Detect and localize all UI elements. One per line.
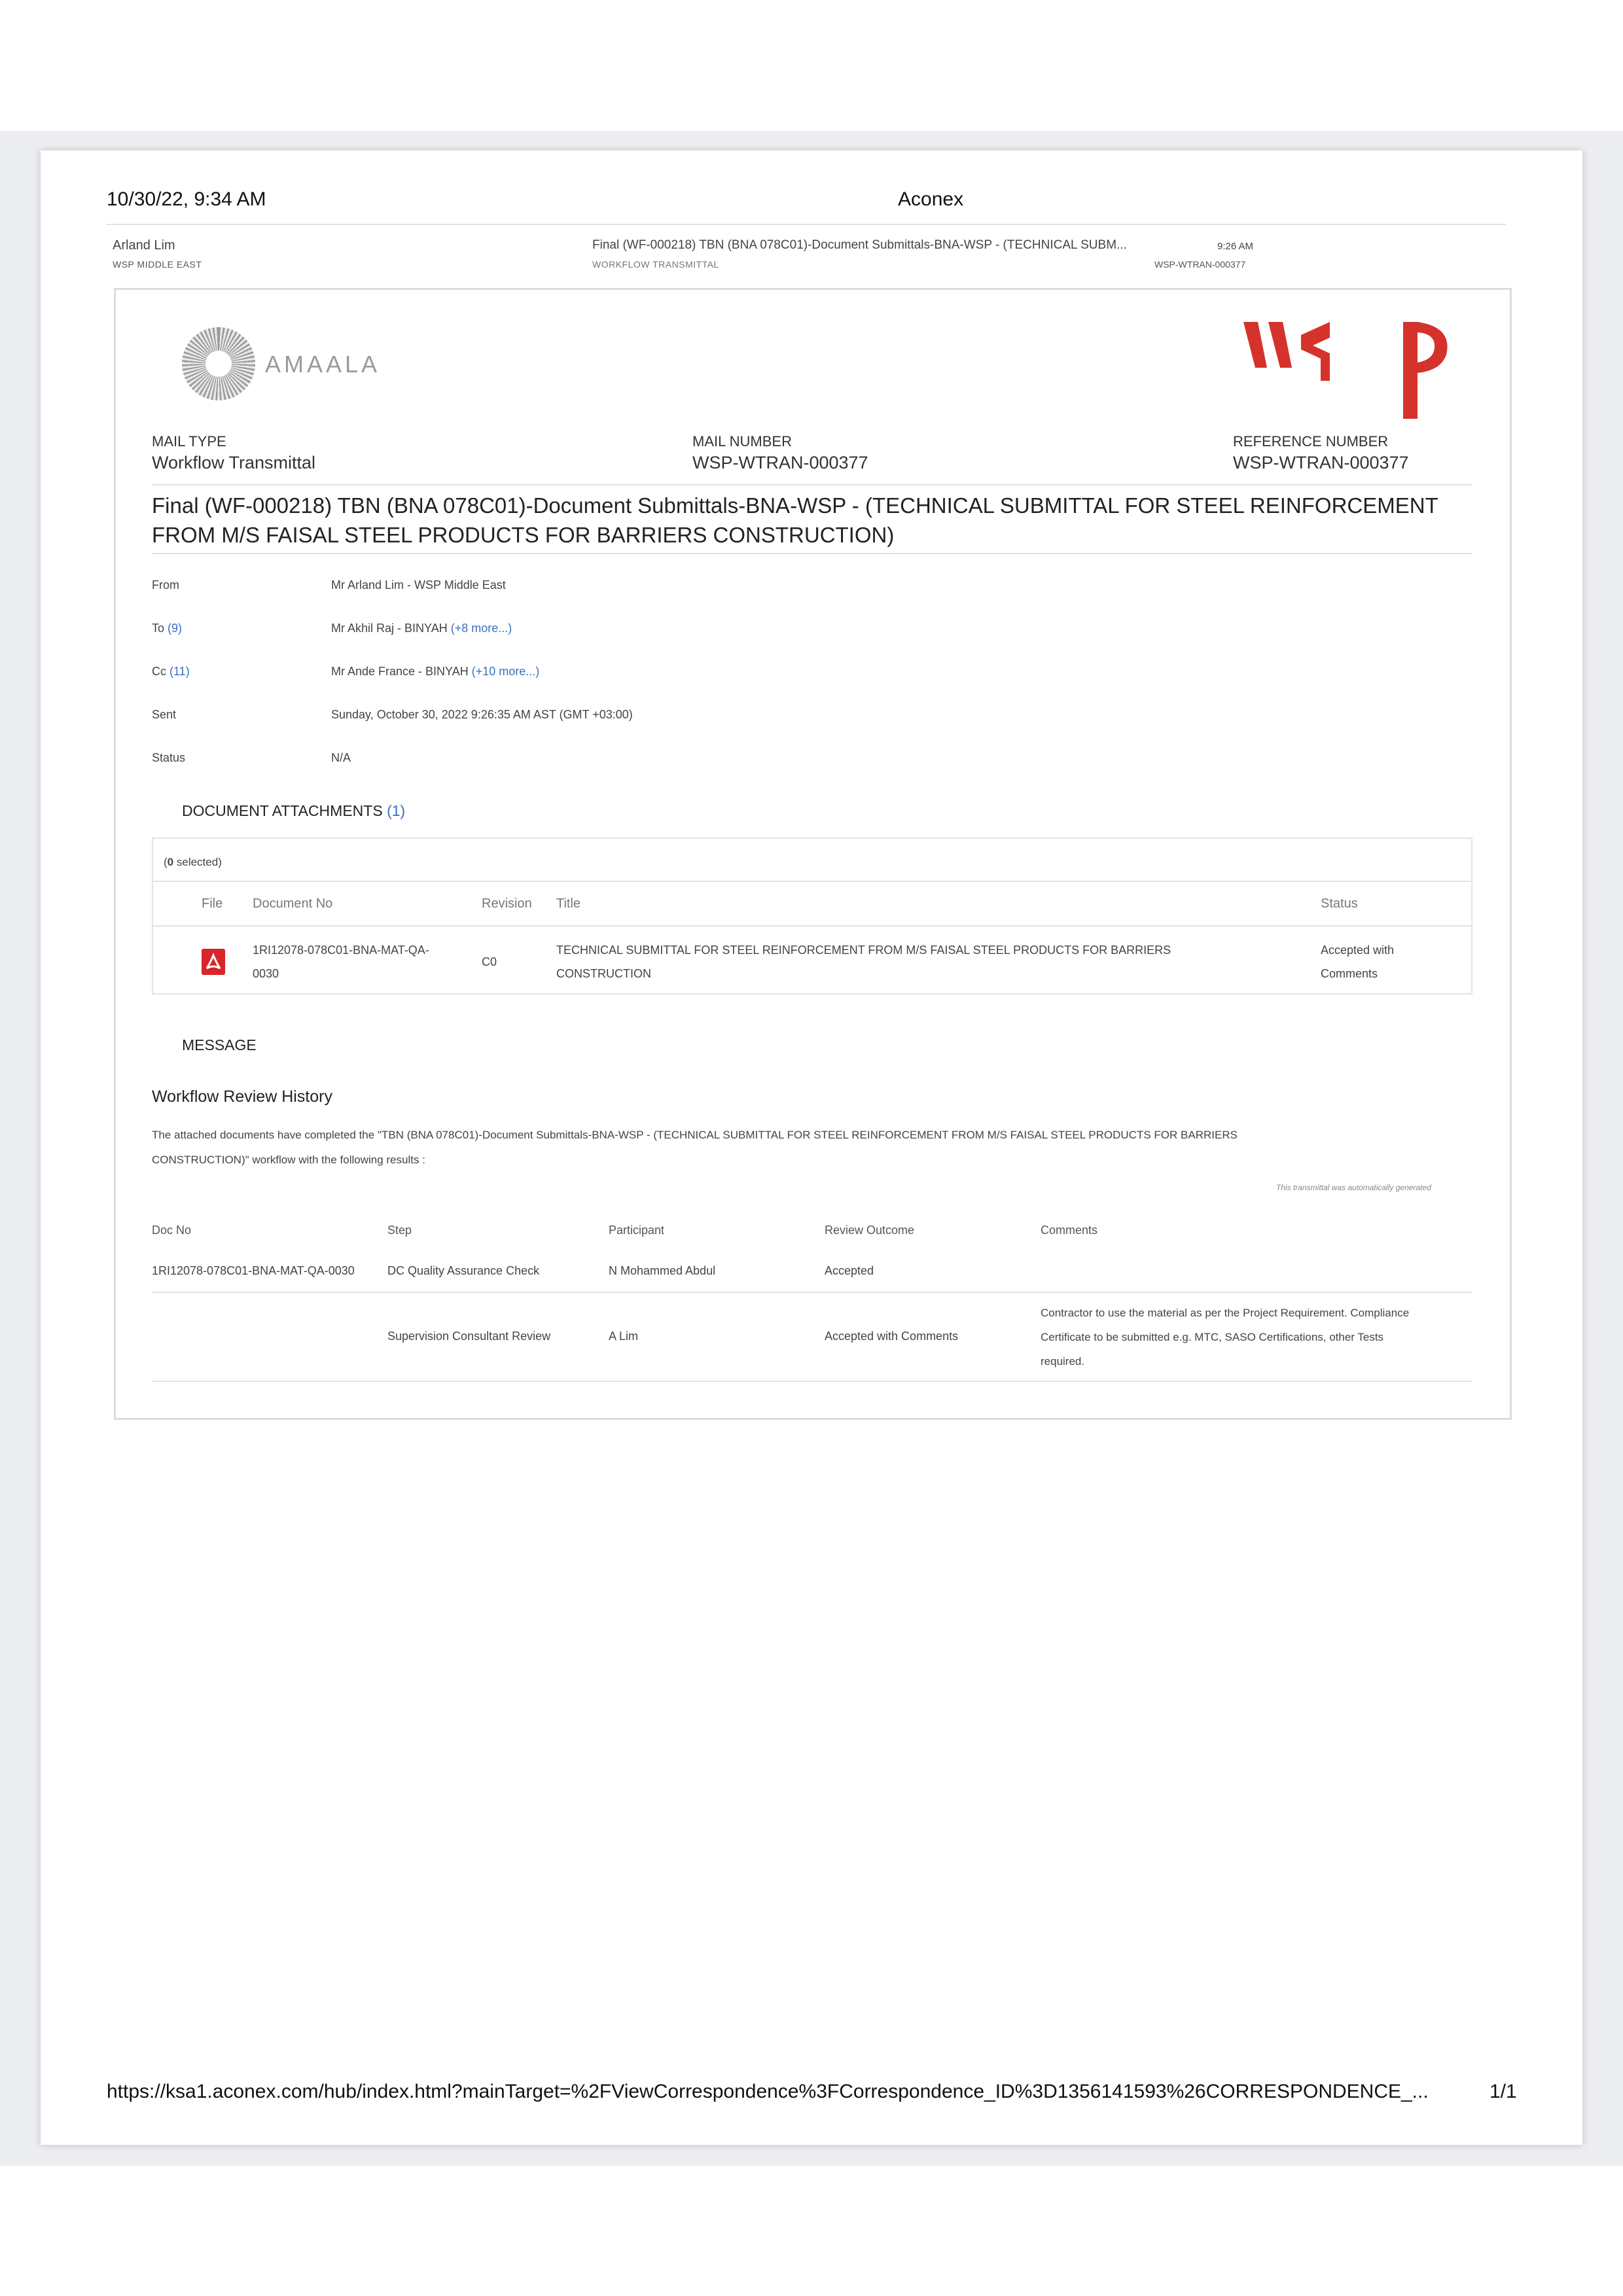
- attachment-revision: C0: [482, 955, 497, 968]
- user-name: Arland Lim: [113, 238, 175, 253]
- print-app-title: Aconex: [898, 188, 964, 210]
- auto-generated-note: This transmittal was automatically generated: [1276, 1183, 1431, 1192]
- col-document-no[interactable]: Document No: [253, 896, 333, 911]
- attachment-title[interactable]: [556, 938, 1171, 985]
- cc-count-link[interactable]: (11): [169, 665, 190, 678]
- history-row2-step: Supervision Consultant Review: [387, 1330, 551, 1343]
- history-comments-line3: required.: [1041, 1355, 1085, 1368]
- attachment-title-line2: CONSTRUCTION: [556, 967, 651, 980]
- pdf-icon[interactable]: [202, 949, 225, 975]
- status-value: N/A: [331, 751, 351, 764]
- history-comments-line2: Certificate to be submitted e.g. MTC, SASO Certifications, other Tests: [1041, 1331, 1384, 1343]
- history-col-step: Step: [387, 1224, 412, 1237]
- history-row2-outcome: Accepted with Comments: [825, 1330, 959, 1343]
- page-url: https://ksa1.aconex.com/hub/index.html?mainTarget=%2FViewCorrespondence%3FCorrespondence_ID%3D1356141593%26CORRESPONDENCE_...: [107, 2081, 1429, 2102]
- attachments-header-divider: [153, 925, 1471, 927]
- cc-value: [331, 665, 539, 679]
- mail-title-truncated[interactable]: Final (WF-000218) TBN (BNA 078C01)-Document Submittals-BNA-WSP - (TECHNICAL SUBM...: [592, 238, 1127, 252]
- col-status[interactable]: Status: [1321, 896, 1358, 911]
- col-file[interactable]: File: [202, 896, 223, 911]
- history-col-participant: Participant: [609, 1224, 665, 1237]
- attachments-toolbar-divider: [153, 881, 1471, 882]
- workflow-description-line2: CONSTRUCTION)" workflow with the following results :: [152, 1154, 425, 1166]
- history-row2-participant: A Lim: [609, 1330, 639, 1343]
- attachments-heading: [182, 802, 405, 820]
- sent-value: Sunday, October 30, 2022 9:26:35 AM AST (GMT +03:00): [331, 708, 633, 721]
- message-heading: MESSAGE: [182, 1036, 257, 1053]
- history-comments-line1: Contractor to use the material as per the Project Requirement. Compliance: [1041, 1307, 1410, 1319]
- meta-divider: [152, 484, 1472, 486]
- to-value: [331, 622, 512, 635]
- mail-subject: Final (WF-000218) TBN (BNA 078C01)-Document Submittals-BNA-WSP - (TECHNICAL SUBMITTAL FOR STEEL REINFORCEMENT FROM M/S FAISAL STEEL PRODUCTS FOR BARRIERS CONSTRUCTION): [152, 493, 1438, 547]
- attachment-status-line1: Accepted with: [1321, 944, 1395, 957]
- history-col-outcome: Review Outcome: [825, 1224, 915, 1237]
- amaala-logo-text: AMAALA: [265, 351, 381, 378]
- col-title[interactable]: Title: [556, 896, 581, 911]
- cc-label-text: Cc: [152, 665, 166, 678]
- mail-number-label: MAIL NUMBER: [692, 433, 792, 450]
- user-organization: WSP MIDDLE EAST: [113, 259, 202, 270]
- page-number: 1/1: [1489, 2081, 1517, 2102]
- status-label: Status: [152, 751, 186, 764]
- attachment-doc-no-line2: 0030: [253, 967, 279, 980]
- mail-type-value: Workflow Transmittal: [152, 453, 316, 472]
- attachment-doc-no-line1: 1RI12078-078C01-BNA-MAT-QA-: [253, 944, 429, 957]
- selected-count-text: selected): [176, 856, 222, 868]
- attachments-heading-text: DOCUMENT ATTACHMENTS: [182, 802, 383, 819]
- to-first-recipient: Mr Akhil Raj - BINYAH: [331, 622, 448, 635]
- attachment-status: [1321, 938, 1394, 985]
- cc-label: [152, 665, 190, 679]
- amaala-logo-icon: [182, 327, 255, 400]
- attachment-title-line1: TECHNICAL SUBMITTAL FOR STEEL REINFORCEMENT FROM M/S FAISAL STEEL PRODUCTS FOR BARRIERS: [556, 944, 1171, 957]
- selected-count: (0 selected): [164, 856, 222, 868]
- attachment-status-line2: Comments: [1321, 967, 1378, 980]
- history-bottom-divider: [152, 1381, 1472, 1382]
- history-row-divider: [152, 1292, 1472, 1293]
- history-col-comments: Comments: [1041, 1224, 1098, 1237]
- reference-number-value: WSP-WTRAN-000377: [1233, 453, 1409, 472]
- history-row1-participant: N Mohammed Abdul: [609, 1264, 716, 1277]
- workflow-history-description: [152, 1123, 1461, 1173]
- selected-count-number: 0: [167, 856, 174, 868]
- to-more-link[interactable]: (+8 more...): [450, 622, 512, 635]
- history-row1-doc-no: 1RI12078-078C01-BNA-MAT-QA-0030: [152, 1264, 355, 1277]
- mail-reference: WSP-WTRAN-000377: [1154, 259, 1246, 270]
- to-label-text: To: [152, 622, 165, 635]
- reference-number-label: REFERENCE NUMBER: [1233, 433, 1389, 450]
- cc-first-recipient: Mr Ande France - BINYAH: [331, 665, 469, 678]
- history-row1-outcome: Accepted: [825, 1264, 874, 1277]
- from-label: From: [152, 578, 179, 592]
- mail-type-caption: WORKFLOW TRANSMITTAL: [592, 259, 719, 270]
- workflow-history-heading: Workflow Review History: [152, 1087, 332, 1106]
- header-divider: [107, 224, 1506, 225]
- cc-more-link[interactable]: (+10 more...): [471, 665, 540, 678]
- from-value: Mr Arland Lim - WSP Middle East: [331, 578, 506, 592]
- attachments-count[interactable]: (1): [387, 802, 406, 819]
- mail-number-value: WSP-WTRAN-000377: [692, 453, 868, 472]
- history-row1-step: DC Quality Assurance Check: [387, 1264, 540, 1277]
- history-row2-comments: [1041, 1301, 1472, 1373]
- to-label: [152, 622, 182, 635]
- attachment-doc-no[interactable]: [253, 938, 429, 985]
- subject-divider: [152, 553, 1472, 554]
- print-datetime: 10/30/22, 9:34 AM: [107, 188, 266, 210]
- to-count-link[interactable]: (9): [168, 622, 183, 635]
- mail-type-label: MAIL TYPE: [152, 433, 226, 450]
- history-col-doc-no: Doc No: [152, 1224, 192, 1237]
- col-revision[interactable]: Revision: [482, 896, 532, 911]
- workflow-description-line1: The attached documents have completed the "TBN (BNA 078C01)-Document Submittals-BNA-WSP - (TECHNICAL SUBMITTAL FOR STEEL REINFORCEMENT FROM M/S FAISAL STEEL PRODUCTS FOR BARRIERS: [152, 1129, 1238, 1141]
- mail-time: 9:26 AM: [1217, 241, 1254, 252]
- sent-label: Sent: [152, 708, 177, 721]
- wsp-logo: [1243, 308, 1453, 419]
